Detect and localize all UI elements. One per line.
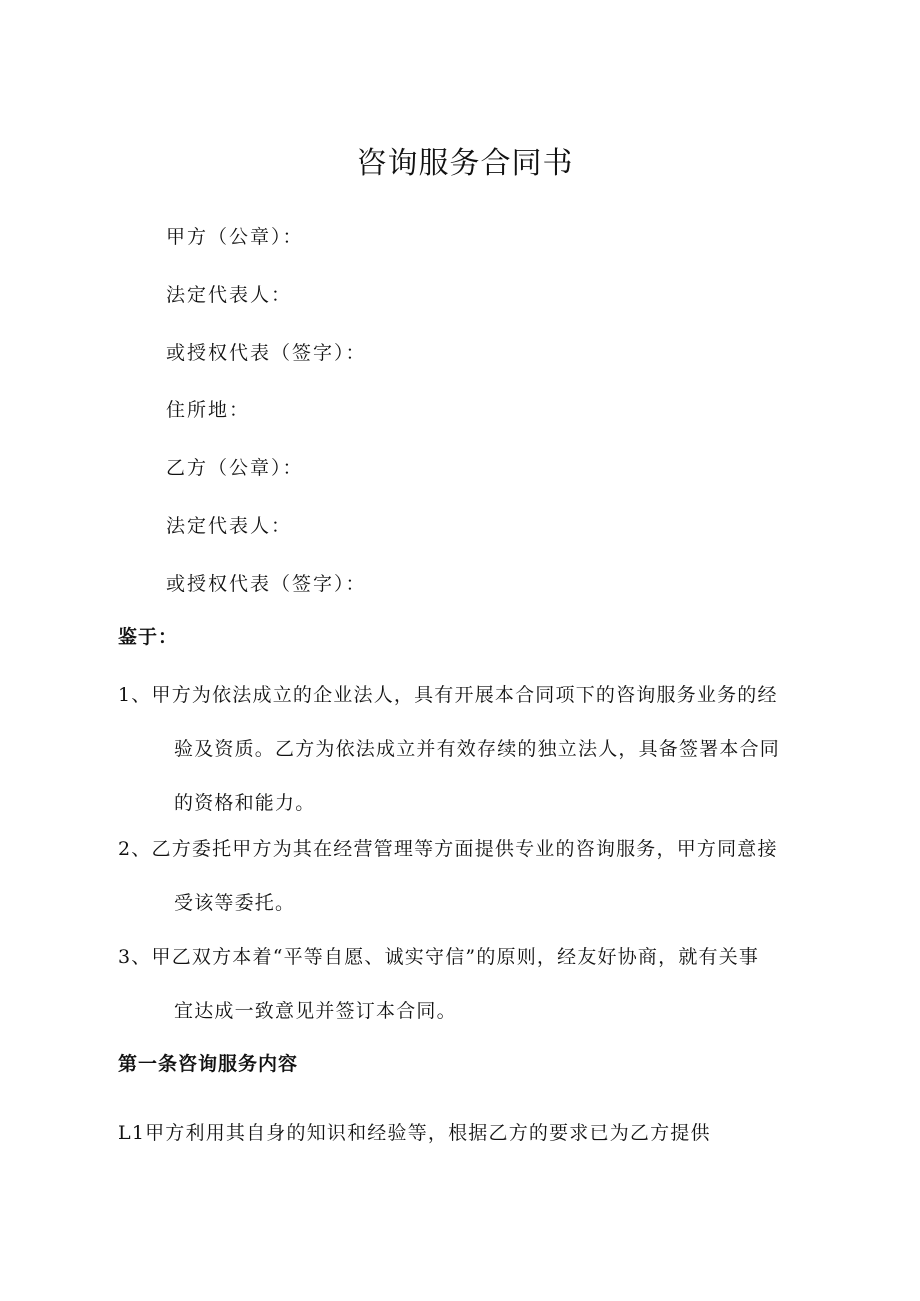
party-a-authorized-rep-line: 或授权代表（签字）： [166,342,367,364]
clause-3-line-2: 宜达成一致意见并签订本合同。 [174,1000,457,1022]
party-b-authorized-rep-line: 或授权代表（签字）： [166,573,367,595]
whereas-clause-1 [118,668,818,830]
article-1-line-1: L1甲方利用其自身的知识和经验等，根据乙方的要求已为乙方提供 [118,1122,711,1144]
clause-2-line-2: 受该等委托。 [174,892,296,914]
clause-3-first-line: 3、甲乙双方本着“平等自愿、诚实守信”的原则，经友好协商，就有关事 [118,946,760,968]
party-a-seal-line: 甲方（公章）： [166,226,304,248]
party-b-legal-rep-line: 法定代表人： [166,515,293,537]
clause-1-first-line: 1、甲方为依法成立的企业法人，具有开展本合同项下的咨询服务业务的经 [118,684,778,706]
article-1-heading: 第一条咨询服务内容 [118,1053,299,1075]
party-a-address-line: 住所地： [166,399,251,421]
party-a-legal-rep-line: 法定代表人： [166,284,293,306]
document-title: 咨询服务合同书 [356,146,574,181]
party-b-seal-line: 乙方（公章）： [166,457,304,479]
clause-1-line-2: 验及资质。乙方为依法成立并有效存续的独立法人，具备签署本合同 [174,738,781,760]
whereas-clause-3 [118,930,818,1038]
clause-1-line-3: 的资格和能力。 [174,792,316,814]
whereas-clause-2 [118,822,818,930]
clause-2-first-line: 2、乙方委托甲方为其在经营管理等方面提供专业的咨询服务，甲方同意接 [118,838,778,860]
whereas-heading: 鉴于： [118,626,179,648]
